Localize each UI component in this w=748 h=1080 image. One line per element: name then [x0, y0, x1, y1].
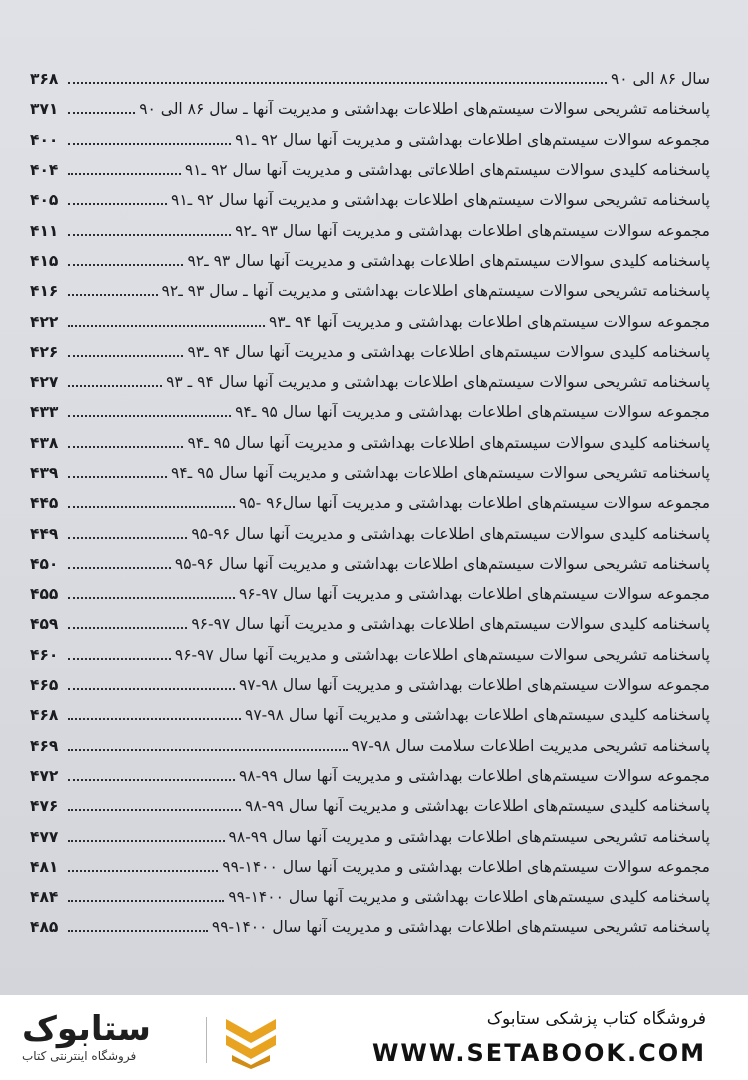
- toc-dot-leader: [68, 294, 158, 296]
- toc-page-number: ۴۸۵: [30, 918, 59, 937]
- toc-dot-leader: [68, 840, 225, 842]
- toc-dot-leader: [68, 112, 135, 114]
- toc-dot-leader: [68, 537, 187, 539]
- toc-dot-leader: [68, 203, 167, 205]
- toc-entry-title: مجموعه سوالات سیستم‌های اطلاعات بهداشتی و مدیریت آنها سال۹۶ -۹۵: [238, 494, 710, 513]
- toc-dot-leader: [68, 718, 241, 720]
- toc-entry-title: پاسخنامه تشریحی سوالات سیستم‌های اطلاعات بهداشتی و مدیریت آنها سال ۹۴ ـ ۹۳: [166, 373, 710, 392]
- toc-page-number: ۴۶۰: [30, 645, 59, 664]
- toc-entry: [30, 518, 710, 548]
- toc-page-number: ۴۶۹: [30, 736, 59, 755]
- toc-page-number: ۴۱۵: [30, 251, 59, 270]
- toc-dot-leader: [68, 900, 224, 902]
- toc-page-number: ۳۶۸: [30, 70, 59, 89]
- toc-entry-title: پاسخنامه کلیدی سیستم‌های اطلاعات بهداشتی و مدیریت آنها سال ۹۹-۹۸: [245, 797, 710, 816]
- toc-dot-leader: [68, 658, 171, 660]
- toc-entry: [30, 670, 710, 700]
- toc-entry: [30, 367, 710, 397]
- toc-entry: [30, 337, 710, 367]
- toc-entry-title: پاسخنامه تشریحی سوالات سیستم‌های اطلاعات بهداشتی و مدیریت آنها سال ۹۶-۹۵: [174, 554, 710, 573]
- toc-dot-leader: [68, 749, 348, 751]
- toc-entry-title: مجموعه سوالات سیستم‌های اطلاعات بهداشتی و مدیریت آنها سال ۹۷-۹۶: [238, 585, 710, 604]
- toc-dot-leader: [68, 173, 181, 175]
- toc-entry: [30, 640, 710, 670]
- toc-page-number: ۴۱۱: [30, 221, 59, 240]
- toc-page-number: ۴۶۵: [30, 676, 59, 695]
- toc-dot-leader: [68, 325, 265, 327]
- toc-entry: [30, 821, 710, 851]
- toc-entry-title: پاسخنامه کلیدی سوالات سیستم‌های اطلاعات بهداشتی و مدیریت آنها سال ۹۳ ـ۹۲: [187, 251, 710, 270]
- toc-entry: [30, 579, 710, 609]
- toc-dot-leader: [68, 930, 208, 932]
- logo-wordmark: ستابوک: [22, 1009, 151, 1049]
- toc-page-number: ۴۴۹: [30, 524, 59, 543]
- store-name: فروشگاه کتاب پزشکی ستابوک: [486, 1009, 706, 1029]
- toc-entry-title: پاسخنامه کلیدی سوالات سیستم‌های اطلاعات بهداشتی و مدیریت آنها سال ۹۷-۹۶: [191, 615, 710, 634]
- toc-entry: [30, 94, 710, 124]
- toc-entry: [30, 731, 710, 761]
- toc-page-number: ۴۸۱: [30, 857, 59, 876]
- toc-page-number: ۴۳۸: [30, 433, 59, 452]
- toc-dot-leader: [68, 415, 231, 417]
- toc-entry-title: پاسخنامه تشریحی سوالات سیستم‌های اطلاعات بهداشتی و مدیریت آنها ـ سال ۹۳ ـ۹۲: [161, 282, 710, 301]
- toc-page-number: ۴۸۴: [30, 888, 59, 907]
- logo-divider: [206, 1017, 207, 1063]
- toc-page-number: ۴۲۷: [30, 373, 59, 392]
- toc-entry-title: پاسخنامه تشریحی مدیریت اطلاعات سلامت سال ۹۸-۹۷: [351, 736, 710, 755]
- toc-page-number: ۴۱۶: [30, 282, 59, 301]
- toc-entry: [30, 215, 710, 245]
- toc-entry: [30, 882, 710, 912]
- store-url[interactable]: WWW.SETABOOK.COM: [371, 1039, 706, 1067]
- toc-dot-leader: [68, 627, 187, 629]
- toc-dot-leader: [68, 82, 607, 84]
- toc-entry-title: پاسخنامه تشریحی سیستم‌های اطلاعات بهداشتی و مدیریت آنها سال ۱۴۰۰-۹۹: [211, 918, 710, 937]
- toc-entry: [30, 306, 710, 336]
- toc-entry-title: مجموعه سوالات سیستم‌های اطلاعات بهداشتی و مدیریت آنها ۹۴ ـ۹۳: [268, 312, 710, 331]
- toc-entry: [30, 185, 710, 215]
- toc-entry-title: پاسخنامه تشریحی سوالات سیستم‌های اطلاعات بهداشتی و مدیریت آنها ـ سال ۸۶ الی ۹۰: [139, 100, 710, 119]
- store-footer-banner: [0, 995, 748, 1080]
- toc-dot-leader: [68, 779, 235, 781]
- toc-dot-leader: [68, 143, 231, 145]
- setabook-logo: [22, 1009, 202, 1073]
- toc-dot-leader: [68, 234, 231, 236]
- toc-entry: [30, 246, 710, 276]
- toc-dot-leader: [68, 385, 162, 387]
- toc-dot-leader: [68, 597, 235, 599]
- chevron-stack-icon: [222, 1013, 280, 1069]
- toc-dot-leader: [68, 476, 167, 478]
- toc-page-number: ۴۰۰: [30, 130, 59, 149]
- toc-entry-title: مجموعه سوالات سیستم‌های اطلاعات بهداشتی و مدیریت آنها سال ۹۵ ـ۹۴: [235, 403, 710, 422]
- toc-page-number: ۴۵۹: [30, 615, 59, 634]
- toc-entry-title: مجموعه سوالات سیستم‌های اطلاعات بهداشتی و مدیریت آنها سال ۱۴۰۰-۹۹: [222, 857, 710, 876]
- table-of-contents: [30, 64, 710, 943]
- logo-subtitle: فروشگاه اینترنتی کتاب: [22, 1049, 137, 1063]
- toc-entry: [30, 458, 710, 488]
- toc-page-number: ۳۷۱: [30, 100, 59, 119]
- toc-entry: [30, 761, 710, 791]
- toc-page-number: ۴۷۲: [30, 766, 59, 785]
- toc-entry-title: پاسخنامه کلیدی سیستم‌های اطلاعات بهداشتی و مدیریت آنها سال ۱۴۰۰-۹۹: [228, 888, 710, 907]
- toc-dot-leader: [68, 446, 183, 448]
- toc-dot-leader: [68, 506, 235, 508]
- toc-page-number: ۴۴۵: [30, 494, 59, 513]
- toc-page-number: ۴۰۴: [30, 161, 59, 180]
- toc-entry: [30, 700, 710, 730]
- toc-dot-leader: [68, 688, 235, 690]
- toc-page-number: ۴۳۳: [30, 403, 59, 422]
- toc-entry: [30, 428, 710, 458]
- toc-dot-leader: [68, 264, 183, 266]
- toc-entry: [30, 276, 710, 306]
- toc-entry-title: پاسخنامه تشریحی سوالات سیستم‌های اطلاعات بهداشتی و مدیریت آنها سال ۹۵ ـ۹۴: [171, 464, 710, 482]
- toc-entry: [30, 852, 710, 882]
- toc-entry-title: پاسخنامه کلیدی سیستم‌های اطلاعات بهداشتی و مدیریت آنها سال ۹۸-۹۷: [245, 706, 710, 725]
- toc-entry: [30, 155, 710, 185]
- toc-dot-leader: [68, 809, 241, 811]
- toc-entry-title: پاسخنامه کلیدی سوالات سیستم‌های اطلاعاتی بهداشتی و مدیریت آنها سال ۹۲ ـ۹۱: [184, 161, 710, 180]
- toc-entry: [30, 609, 710, 639]
- toc-entry-title: مجموعه سوالات سیستم‌های اطلاعات بهداشتی و مدیریت آنها سال ۹۹-۹۸: [238, 766, 710, 785]
- toc-dot-leader: [68, 355, 183, 357]
- toc-page-number: ۴۳۹: [30, 464, 59, 482]
- toc-entry: [30, 125, 710, 155]
- toc-entry-title: مجموعه سوالات سیستم‌های اطلاعات بهداشتی و مدیریت آنها سال ۹۸-۹۷: [238, 676, 710, 695]
- toc-page-number: ۴۵۰: [30, 554, 59, 573]
- toc-page-number: ۴۷۷: [30, 827, 59, 846]
- toc-entry-title: مجموعه سوالات سیستم‌های اطلاعات بهداشتی و مدیریت آنها سال ۹۳ ـ۹۲: [235, 221, 710, 240]
- toc-entry: [30, 912, 710, 942]
- toc-entry-title: پاسخنامه کلیدی سوالات سیستم‌های اطلاعات بهداشتی و مدیریت آنها سال ۹۵ ـ۹۴: [187, 433, 710, 452]
- toc-page-number: ۴۲۶: [30, 342, 59, 361]
- toc-page-number: ۴۷۶: [30, 797, 59, 816]
- toc-entry-title: پاسخنامه کلیدی سوالات سیستم‌های اطلاعات بهداشتی و مدیریت آنها سال ۹۶-۹۵: [191, 524, 710, 543]
- toc-entry-title: پاسخنامه تشریحی سوالات سیستم‌های اطلاعات بهداشتی و مدیریت آنها سال ۹۲ ـ۹۱: [171, 191, 710, 210]
- toc-entry: [30, 791, 710, 821]
- toc-entry-title: مجموعه سوالات سیستم‌های اطلاعات بهداشتی و مدیریت آنها سال ۹۲ ـ۹۱: [235, 130, 710, 149]
- toc-page-number: ۴۶۸: [30, 706, 59, 725]
- toc-entry: [30, 549, 710, 579]
- toc-entry: [30, 488, 710, 518]
- toc-entry: [30, 64, 710, 94]
- toc-page-number: ۴۲۲: [30, 312, 59, 331]
- toc-entry-title: پاسخنامه کلیدی سوالات سیستم‌های اطلاعات بهداشتی و مدیریت آنها سال ۹۴ ـ۹۳: [187, 342, 710, 361]
- toc-page-number: ۴۵۵: [30, 585, 59, 604]
- toc-page-number: ۴۰۵: [30, 191, 59, 210]
- toc-dot-leader: [68, 567, 171, 569]
- toc-entry-title: پاسخنامه تشریحی سیستم‌های اطلاعات بهداشتی و مدیریت آنها سال ۹۹-۹۸: [228, 827, 710, 846]
- toc-dot-leader: [68, 870, 218, 872]
- toc-entry: [30, 397, 710, 427]
- toc-entry-title: پاسخنامه تشریحی سوالات سیستم‌های اطلاعات بهداشتی و مدیریت آنها سال ۹۷-۹۶: [174, 645, 710, 664]
- toc-entry-title: سال ۸۶ الی ۹۰: [610, 70, 710, 89]
